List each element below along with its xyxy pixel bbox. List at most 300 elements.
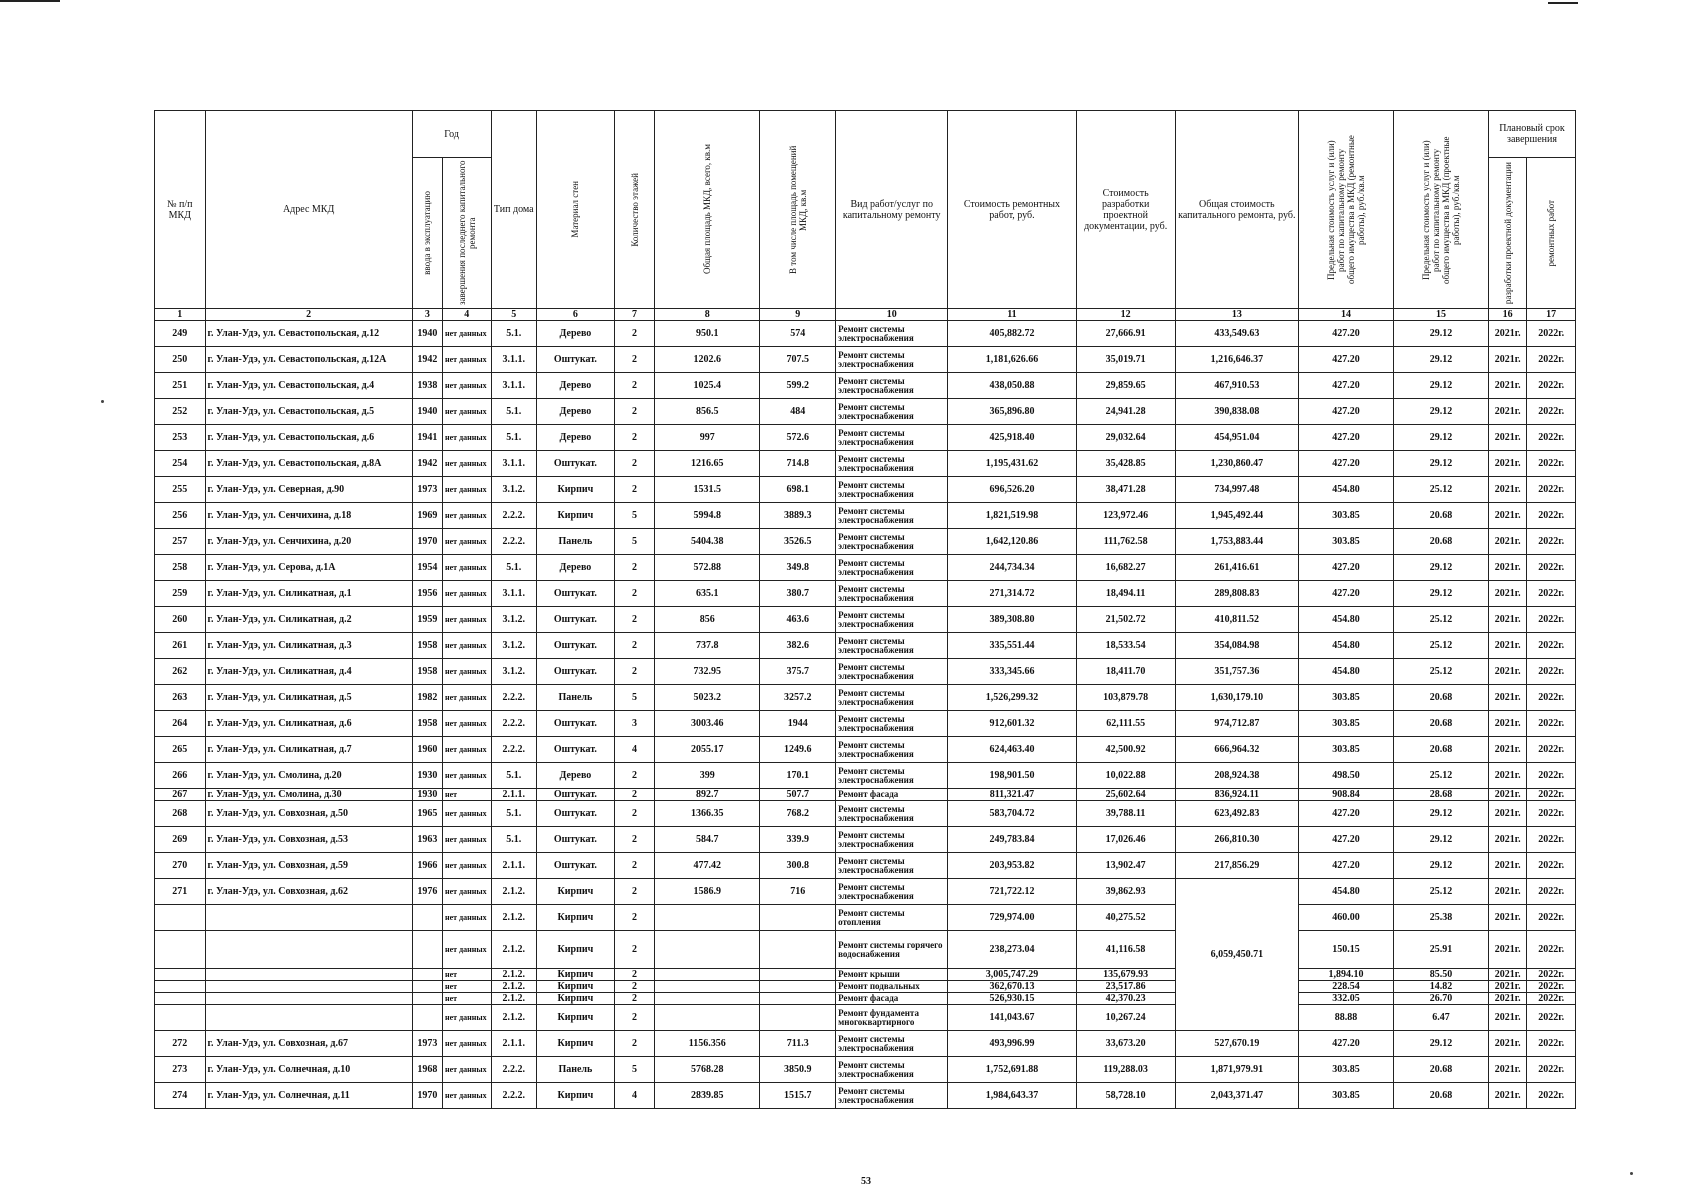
cell-limit-cost-repair: 908.84 — [1298, 789, 1393, 801]
cell-house-type: 2.2.2. — [491, 737, 536, 763]
cell-total-cost: 1,230,860.47 — [1175, 451, 1298, 477]
cell-house-type: 2.2.2. — [491, 503, 536, 529]
cell-premises-area: 3850.9 — [760, 1057, 836, 1083]
column-number: 11 — [948, 309, 1076, 321]
cell-floors: 2 — [614, 373, 654, 399]
cell-year-last-repair: нет данных — [443, 425, 492, 451]
hdr-year-commissioned — [412, 158, 442, 309]
cell-number: 253 — [155, 425, 206, 451]
cell-work-type: Ремонт системы электроснабжения — [836, 529, 948, 555]
cell-number: 249 — [155, 321, 206, 347]
cell-term-design: 2021г. — [1488, 659, 1526, 685]
table-body — [155, 321, 1576, 1109]
cell-total-area: 5768.28 — [655, 1057, 760, 1083]
cell-term-repair: 2022г. — [1527, 993, 1576, 1005]
cell-wall-material: Панель — [537, 685, 615, 711]
cell-year-last-repair: нет данных — [443, 711, 492, 737]
cell-year-commissioned: 1942 — [412, 451, 442, 477]
cell-limit-cost-repair: 303.85 — [1298, 1057, 1393, 1083]
cell-floors: 2 — [614, 1005, 654, 1031]
cell-limit-cost-repair: 427.20 — [1298, 425, 1393, 451]
table-row — [155, 1083, 1576, 1109]
cell-year-last-repair: нет данных — [443, 931, 492, 969]
cell-work-type: Ремонт системы электроснабжения — [836, 555, 948, 581]
cell-limit-cost-repair: 88.88 — [1298, 1005, 1393, 1031]
cell-total-area: 1531.5 — [655, 477, 760, 503]
scan-edge-top-right — [1548, 2, 1578, 4]
cell-limit-cost-design: 20.68 — [1393, 529, 1488, 555]
cell-floors: 2 — [614, 853, 654, 879]
cell-limit-cost-repair: 427.20 — [1298, 801, 1393, 827]
hdr-design-cost: Стоимость разработки проектной документации, руб. — [1076, 111, 1175, 309]
hdr-year-group: Год — [412, 111, 491, 158]
cell-house-type: 5.1. — [491, 425, 536, 451]
cell-address: г. Улан-Удэ, ул. Совхозная, д.62 — [205, 879, 412, 905]
cell-number: 258 — [155, 555, 206, 581]
cell-number — [155, 905, 206, 931]
cell-design-cost: 23,517.86 — [1076, 981, 1175, 993]
cell-design-cost: 42,370.23 — [1076, 993, 1175, 1005]
cell-floors: 2 — [614, 827, 654, 853]
table-row — [155, 1005, 1576, 1031]
cell-work-type: Ремонт системы электроснабжения — [836, 581, 948, 607]
cell-floors: 2 — [614, 425, 654, 451]
cell-term-design: 2021г. — [1488, 685, 1526, 711]
column-number: 6 — [537, 309, 615, 321]
cell-repair-cost: 365,896.80 — [948, 399, 1076, 425]
cell-term-design: 2021г. — [1488, 451, 1526, 477]
cell-design-cost: 10,022.88 — [1076, 763, 1175, 789]
cell-limit-cost-design: 20.68 — [1393, 1083, 1488, 1109]
cell-repair-cost: 1,181,626.66 — [948, 347, 1076, 373]
cell-number: 266 — [155, 763, 206, 789]
cell-address: г. Улан-Удэ, ул. Силикатная, д.6 — [205, 711, 412, 737]
cell-floors: 2 — [614, 763, 654, 789]
cell-year-last-repair: нет данных — [443, 581, 492, 607]
cell-work-type: Ремонт системы отопления — [836, 905, 948, 931]
cell-design-cost: 103,879.78 — [1076, 685, 1175, 711]
table-row — [155, 1031, 1576, 1057]
cell-house-type: 5.1. — [491, 399, 536, 425]
cell-total-area: 1586.9 — [655, 879, 760, 905]
cell-term-design: 2021г. — [1488, 503, 1526, 529]
cell-year-last-repair: нет — [443, 789, 492, 801]
cell-address: г. Улан-Удэ, ул. Солнечная, д.10 — [205, 1057, 412, 1083]
cell-term-repair: 2022г. — [1527, 1005, 1576, 1031]
cell-number: 255 — [155, 477, 206, 503]
hdr-term-repair — [1527, 158, 1576, 309]
cell-total-cost: 351,757.36 — [1175, 659, 1298, 685]
table-row — [155, 685, 1576, 711]
cell-number: 262 — [155, 659, 206, 685]
cell-premises-area — [760, 1005, 836, 1031]
cell-repair-cost: 198,901.50 — [948, 763, 1076, 789]
cell-year-last-repair: нет данных — [443, 451, 492, 477]
cell-year-last-repair: нет данных — [443, 503, 492, 529]
cell-year-commissioned: 1973 — [412, 1031, 442, 1057]
column-number: 8 — [655, 309, 760, 321]
cell-term-repair: 2022г. — [1527, 931, 1576, 969]
cell-work-type: Ремонт системы электроснабжения — [836, 425, 948, 451]
cell-term-design: 2021г. — [1488, 737, 1526, 763]
cell-repair-cost: 493,996.99 — [948, 1031, 1076, 1057]
cell-number — [155, 969, 206, 981]
cell-year-commissioned: 1958 — [412, 711, 442, 737]
cell-total-area — [655, 981, 760, 993]
cell-premises-area — [760, 931, 836, 969]
cell-house-type: 3.1.1. — [491, 373, 536, 399]
cell-floors: 2 — [614, 477, 654, 503]
cell-premises-area: 599.2 — [760, 373, 836, 399]
cell-term-design: 2021г. — [1488, 477, 1526, 503]
cell-work-type: Ремонт системы электроснабжения — [836, 503, 948, 529]
cell-house-type: 5.1. — [491, 321, 536, 347]
cell-floors: 2 — [614, 555, 654, 581]
cell-total-area: 892.7 — [655, 789, 760, 801]
cell-premises-area: 339.9 — [760, 827, 836, 853]
cell-floors: 5 — [614, 1057, 654, 1083]
cell-number: 260 — [155, 607, 206, 633]
cell-number — [155, 931, 206, 969]
cell-floors: 2 — [614, 659, 654, 685]
cell-total-area: 2055.17 — [655, 737, 760, 763]
cell-premises-area: 1944 — [760, 711, 836, 737]
cell-work-type: Ремонт фасада — [836, 993, 948, 1005]
cell-total-area: 635.1 — [655, 581, 760, 607]
cell-work-type: Ремонт системы электроснабжения — [836, 879, 948, 905]
cell-design-cost: 35,428.85 — [1076, 451, 1175, 477]
column-number: 13 — [1175, 309, 1298, 321]
cell-premises-area: 714.8 — [760, 451, 836, 477]
cell-limit-cost-design: 20.68 — [1393, 1057, 1488, 1083]
cell-wall-material: Кирпич — [537, 1083, 615, 1109]
cell-house-type: 3.1.1. — [491, 347, 536, 373]
cell-design-cost: 35,019.71 — [1076, 347, 1175, 373]
hdr-year-last-repair — [443, 158, 492, 309]
cell-work-type: Ремонт системы электроснабжения — [836, 763, 948, 789]
cell-wall-material: Оштукат. — [537, 659, 615, 685]
cell-premises-area: 572.6 — [760, 425, 836, 451]
cell-house-type: 3.1.2. — [491, 607, 536, 633]
cell-house-type: 2.1.2. — [491, 993, 536, 1005]
table-row — [155, 827, 1576, 853]
cell-total-cost: 289,808.83 — [1175, 581, 1298, 607]
cell-wall-material: Кирпич — [537, 981, 615, 993]
table-row — [155, 981, 1576, 993]
cell-house-type: 2.1.1. — [491, 853, 536, 879]
cell-limit-cost-design: 25.12 — [1393, 763, 1488, 789]
cell-term-design: 2021г. — [1488, 321, 1526, 347]
page-number: 53 — [861, 1176, 871, 1187]
cell-total-area — [655, 1005, 760, 1031]
cell-year-commissioned — [412, 969, 442, 981]
column-number: 12 — [1076, 309, 1175, 321]
cell-term-repair: 2022г. — [1527, 321, 1576, 347]
cell-limit-cost-design: 29.12 — [1393, 399, 1488, 425]
cell-term-repair: 2022г. — [1527, 503, 1576, 529]
cell-limit-cost-repair: 454.80 — [1298, 607, 1393, 633]
cell-limit-cost-design: 6.47 — [1393, 1005, 1488, 1031]
cell-limit-cost-design: 25.12 — [1393, 659, 1488, 685]
cell-work-type: Ремонт системы электроснабжения — [836, 477, 948, 503]
cell-total-cost: 1,945,492.44 — [1175, 503, 1298, 529]
cell-limit-cost-repair: 460.00 — [1298, 905, 1393, 931]
cell-total-area: 5994.8 — [655, 503, 760, 529]
cell-year-last-repair: нет данных — [443, 347, 492, 373]
cell-number: 254 — [155, 451, 206, 477]
cell-year-last-repair: нет данных — [443, 477, 492, 503]
cell-term-repair: 2022г. — [1527, 1057, 1576, 1083]
cell-design-cost: 42,500.92 — [1076, 737, 1175, 763]
hdr-number: № п/п МКД — [155, 111, 206, 309]
cell-year-commissioned: 1973 — [412, 477, 442, 503]
cell-address: г. Улан-Удэ, ул. Смолина, д.30 — [205, 789, 412, 801]
table-row — [155, 853, 1576, 879]
cell-repair-cost: 729,974.00 — [948, 905, 1076, 931]
cell-term-repair: 2022г. — [1527, 711, 1576, 737]
cell-address: г. Улан-Удэ, ул. Силикатная, д.3 — [205, 633, 412, 659]
cell-premises-area: 484 — [760, 399, 836, 425]
cell-term-design: 2021г. — [1488, 347, 1526, 373]
cell-year-last-repair: нет данных — [443, 607, 492, 633]
cell-year-last-repair: нет — [443, 981, 492, 993]
column-number-row — [155, 309, 1576, 321]
cell-floors: 2 — [614, 399, 654, 425]
cell-limit-cost-repair: 303.85 — [1298, 737, 1393, 763]
cell-design-cost: 62,111.55 — [1076, 711, 1175, 737]
cell-term-design: 2021г. — [1488, 633, 1526, 659]
cell-floors: 2 — [614, 581, 654, 607]
cell-term-design: 2021г. — [1488, 711, 1526, 737]
cell-term-repair: 2022г. — [1527, 581, 1576, 607]
cell-address — [205, 981, 412, 993]
cell-work-type: Ремонт системы электроснабжения — [836, 711, 948, 737]
cell-repair-cost: 624,463.40 — [948, 737, 1076, 763]
scan-speck — [101, 400, 104, 403]
cell-premises-area: 349.8 — [760, 555, 836, 581]
cell-total-cost: 2,043,371.47 — [1175, 1083, 1298, 1109]
cell-house-type: 3.1.2. — [491, 659, 536, 685]
cell-year-commissioned: 1970 — [412, 1083, 442, 1109]
cell-limit-cost-design: 29.12 — [1393, 321, 1488, 347]
cell-design-cost: 21,502.72 — [1076, 607, 1175, 633]
cell-total-area: 1366.35 — [655, 801, 760, 827]
cell-total-cost: 527,670.19 — [1175, 1031, 1298, 1057]
cell-house-type: 5.1. — [491, 801, 536, 827]
cell-year-commissioned: 1969 — [412, 503, 442, 529]
cell-wall-material: Дерево — [537, 321, 615, 347]
cell-wall-material: Кирпич — [537, 931, 615, 969]
cell-limit-cost-design: 29.12 — [1393, 827, 1488, 853]
cell-premises-area — [760, 981, 836, 993]
cell-limit-cost-design: 29.12 — [1393, 581, 1488, 607]
cell-term-repair: 2022г. — [1527, 399, 1576, 425]
cell-year-last-repair: нет данных — [443, 1083, 492, 1109]
cell-limit-cost-design: 29.12 — [1393, 451, 1488, 477]
cell-year-commissioned: 1940 — [412, 321, 442, 347]
hdr-premises-area-text: В том числе площадь помещений МКД, кв.м — [787, 145, 808, 274]
cell-address — [205, 905, 412, 931]
table-row — [155, 969, 1576, 981]
cell-year-last-repair: нет данных — [443, 659, 492, 685]
cell-term-design: 2021г. — [1488, 801, 1526, 827]
cell-house-type: 3.1.2. — [491, 633, 536, 659]
cell-limit-cost-design: 28.68 — [1393, 789, 1488, 801]
cell-limit-cost-repair: 454.80 — [1298, 879, 1393, 905]
cell-limit-cost-design: 29.12 — [1393, 373, 1488, 399]
cell-design-cost: 27,666.91 — [1076, 321, 1175, 347]
cell-address — [205, 931, 412, 969]
cell-house-type: 5.1. — [491, 555, 536, 581]
cell-floors: 5 — [614, 529, 654, 555]
cell-number: 251 — [155, 373, 206, 399]
cell-limit-cost-repair: 454.80 — [1298, 659, 1393, 685]
cell-house-type: 2.1.2. — [491, 981, 536, 993]
table-row — [155, 451, 1576, 477]
cell-limit-cost-repair: 332.05 — [1298, 993, 1393, 1005]
cell-year-commissioned — [412, 981, 442, 993]
cell-number: 252 — [155, 399, 206, 425]
cell-address: г. Улан-Удэ, ул. Солнечная, д.11 — [205, 1083, 412, 1109]
cell-design-cost: 40,275.52 — [1076, 905, 1175, 931]
cell-term-repair: 2022г. — [1527, 763, 1576, 789]
cell-total-area: 5404.38 — [655, 529, 760, 555]
cell-wall-material: Дерево — [537, 763, 615, 789]
cell-premises-area: 3889.3 — [760, 503, 836, 529]
table-row — [155, 347, 1576, 373]
cell-floors: 2 — [614, 789, 654, 801]
cell-total-area: 1025.4 — [655, 373, 760, 399]
cell-address: г. Улан-Удэ, ул. Северная, д.90 — [205, 477, 412, 503]
cell-term-design: 2021г. — [1488, 993, 1526, 1005]
cell-total-cost: 266,810.30 — [1175, 827, 1298, 853]
cell-limit-cost-repair: 427.20 — [1298, 321, 1393, 347]
column-number: 17 — [1527, 309, 1576, 321]
table-row — [155, 801, 1576, 827]
cell-wall-material: Оштукат. — [537, 827, 615, 853]
cell-term-repair: 2022г. — [1527, 827, 1576, 853]
hdr-total-cost: Общая стоимость капитального ремонта, руб. — [1175, 111, 1298, 309]
cell-address: г. Улан-Удэ, ул. Севастопольская, д.6 — [205, 425, 412, 451]
cell-term-repair: 2022г. — [1527, 1031, 1576, 1057]
cell-term-design: 2021г. — [1488, 581, 1526, 607]
cell-term-design: 2021г. — [1488, 879, 1526, 905]
cell-number: 268 — [155, 801, 206, 827]
cell-work-type: Ремонт системы электроснабжения — [836, 1057, 948, 1083]
cell-year-commissioned: 1954 — [412, 555, 442, 581]
cell-floors: 4 — [614, 1083, 654, 1109]
cell-year-last-repair: нет данных — [443, 555, 492, 581]
cell-number: 261 — [155, 633, 206, 659]
cell-house-type: 2.2.2. — [491, 529, 536, 555]
cell-repair-cost: 405,882.72 — [948, 321, 1076, 347]
table-row — [155, 659, 1576, 685]
cell-wall-material: Оштукат. — [537, 581, 615, 607]
cell-design-cost: 39,862.93 — [1076, 879, 1175, 905]
cell-repair-cost: 141,043.67 — [948, 1005, 1076, 1031]
cell-floors: 2 — [614, 905, 654, 931]
cell-limit-cost-repair: 427.20 — [1298, 399, 1393, 425]
hdr-repair-cost: Стоимость ремонтных работ, руб. — [948, 111, 1076, 309]
cell-total-area — [655, 993, 760, 1005]
cell-limit-cost-repair: 150.15 — [1298, 931, 1393, 969]
cell-repair-cost: 238,273.04 — [948, 931, 1076, 969]
cell-house-type: 5.1. — [491, 827, 536, 853]
cell-repair-cost: 912,601.32 — [948, 711, 1076, 737]
cell-limit-cost-repair: 303.85 — [1298, 529, 1393, 555]
hdr-total-area-text: Общая площадь МКД, всего, кв.м — [702, 144, 713, 275]
cell-premises-area: 507.7 — [760, 789, 836, 801]
cell-number: 274 — [155, 1083, 206, 1109]
cell-design-cost: 17,026.46 — [1076, 827, 1175, 853]
cell-design-cost: 33,673.20 — [1076, 1031, 1175, 1057]
cell-wall-material: Кирпич — [537, 905, 615, 931]
cell-total-area: 1216.65 — [655, 451, 760, 477]
cell-limit-cost-design: 26.70 — [1393, 993, 1488, 1005]
cell-limit-cost-design: 25.12 — [1393, 879, 1488, 905]
hdr-work-type: Вид работ/услуг по капитальному ремонту — [836, 111, 948, 309]
cell-term-repair: 2022г. — [1527, 905, 1576, 931]
cell-limit-cost-repair: 454.80 — [1298, 633, 1393, 659]
cell-wall-material: Оштукат. — [537, 801, 615, 827]
cell-work-type: Ремонт системы электроснабжения — [836, 633, 948, 659]
hdr-term-design — [1488, 158, 1526, 309]
cell-number: 256 — [155, 503, 206, 529]
cell-premises-area: 375.7 — [760, 659, 836, 685]
cell-year-commissioned: 1960 — [412, 737, 442, 763]
cell-limit-cost-design: 20.68 — [1393, 737, 1488, 763]
cell-address — [205, 1005, 412, 1031]
cell-year-commissioned: 1976 — [412, 879, 442, 905]
cell-total-area: 997 — [655, 425, 760, 451]
cell-limit-cost-design: 25.91 — [1393, 931, 1488, 969]
table-row — [155, 789, 1576, 801]
cell-number: 264 — [155, 711, 206, 737]
cell-wall-material: Кирпич — [537, 477, 615, 503]
cell-year-commissioned: 1958 — [412, 633, 442, 659]
column-number: 3 — [412, 309, 442, 321]
cell-address: г. Улан-Удэ, ул. Совхозная, д.53 — [205, 827, 412, 853]
cell-term-repair: 2022г. — [1527, 801, 1576, 827]
cell-wall-material: Кирпич — [537, 1031, 615, 1057]
cell-wall-material: Кирпич — [537, 503, 615, 529]
column-number: 14 — [1298, 309, 1393, 321]
cell-floors: 5 — [614, 685, 654, 711]
cell-total-area — [655, 905, 760, 931]
column-number: 5 — [491, 309, 536, 321]
cell-limit-cost-repair: 498.50 — [1298, 763, 1393, 789]
cell-total-cost: 261,416.61 — [1175, 555, 1298, 581]
cell-repair-cost: 389,308.80 — [948, 607, 1076, 633]
cell-year-commissioned: 1941 — [412, 425, 442, 451]
cell-design-cost: 38,471.28 — [1076, 477, 1175, 503]
cell-floors: 2 — [614, 607, 654, 633]
cell-total-area: 737.8 — [655, 633, 760, 659]
cell-term-repair: 2022г. — [1527, 555, 1576, 581]
cell-house-type: 3.1.2. — [491, 477, 536, 503]
cell-limit-cost-repair: 427.20 — [1298, 373, 1393, 399]
cell-year-last-repair: нет данных — [443, 373, 492, 399]
cell-total-cost: 1,216,646.37 — [1175, 347, 1298, 373]
column-number: 10 — [836, 309, 948, 321]
cell-house-type: 3.1.1. — [491, 451, 536, 477]
cell-limit-cost-repair: 427.20 — [1298, 347, 1393, 373]
cell-total-cost: 1,753,883.44 — [1175, 529, 1298, 555]
table-row — [155, 931, 1576, 969]
cell-limit-cost-design: 29.12 — [1393, 1031, 1488, 1057]
column-number: 4 — [443, 309, 492, 321]
cell-year-commissioned: 1966 — [412, 853, 442, 879]
